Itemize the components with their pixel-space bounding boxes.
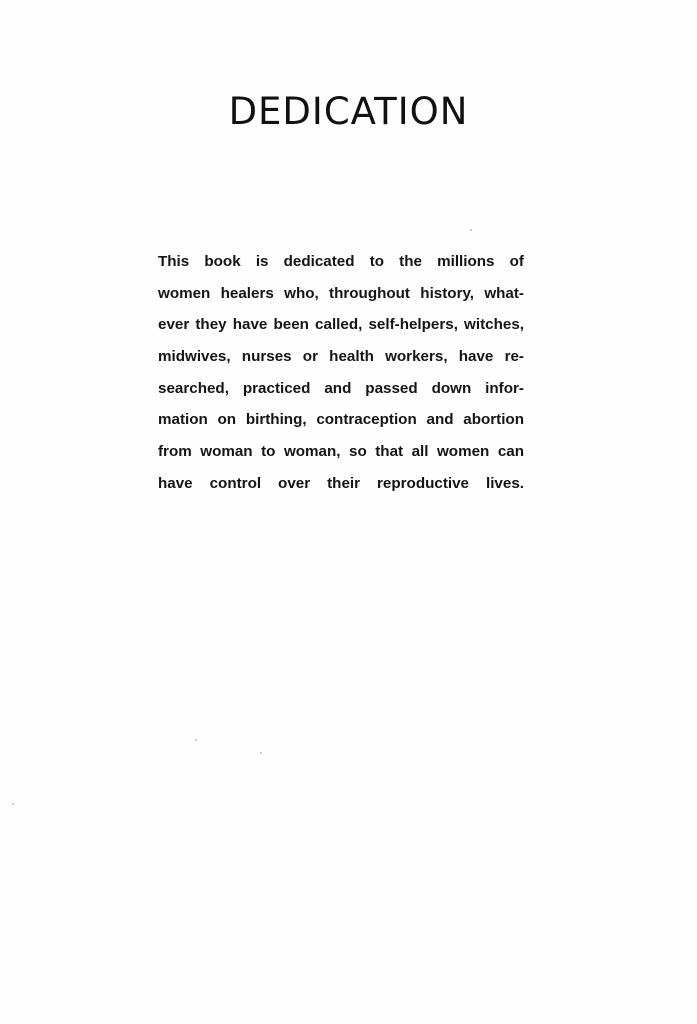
dedication-line: mation on birthing, contraception and abortion bbox=[158, 411, 524, 429]
dedication-line: have control over their reproductive lives. bbox=[158, 474, 524, 492]
print-speck bbox=[12, 803, 14, 805]
page-title: DEDICATION bbox=[228, 90, 469, 133]
dedication-paragraph bbox=[158, 246, 524, 500]
dedication-line: women healers who, throughout history, what- bbox=[158, 284, 524, 302]
print-speck bbox=[260, 752, 262, 754]
dedication-line: This book is dedicated to the millions of bbox=[158, 253, 524, 270]
dedication-line: searched, practiced and passed down infor- bbox=[158, 379, 524, 397]
dedication-line: midwives, nurses or health workers, have re- bbox=[158, 348, 524, 366]
print-speck bbox=[195, 739, 197, 741]
print-speck bbox=[470, 229, 472, 231]
dedication-line: from woman to woman, so that all women can bbox=[158, 443, 524, 461]
dedication-line: ever they have been called, self-helpers, witches, bbox=[158, 316, 524, 334]
